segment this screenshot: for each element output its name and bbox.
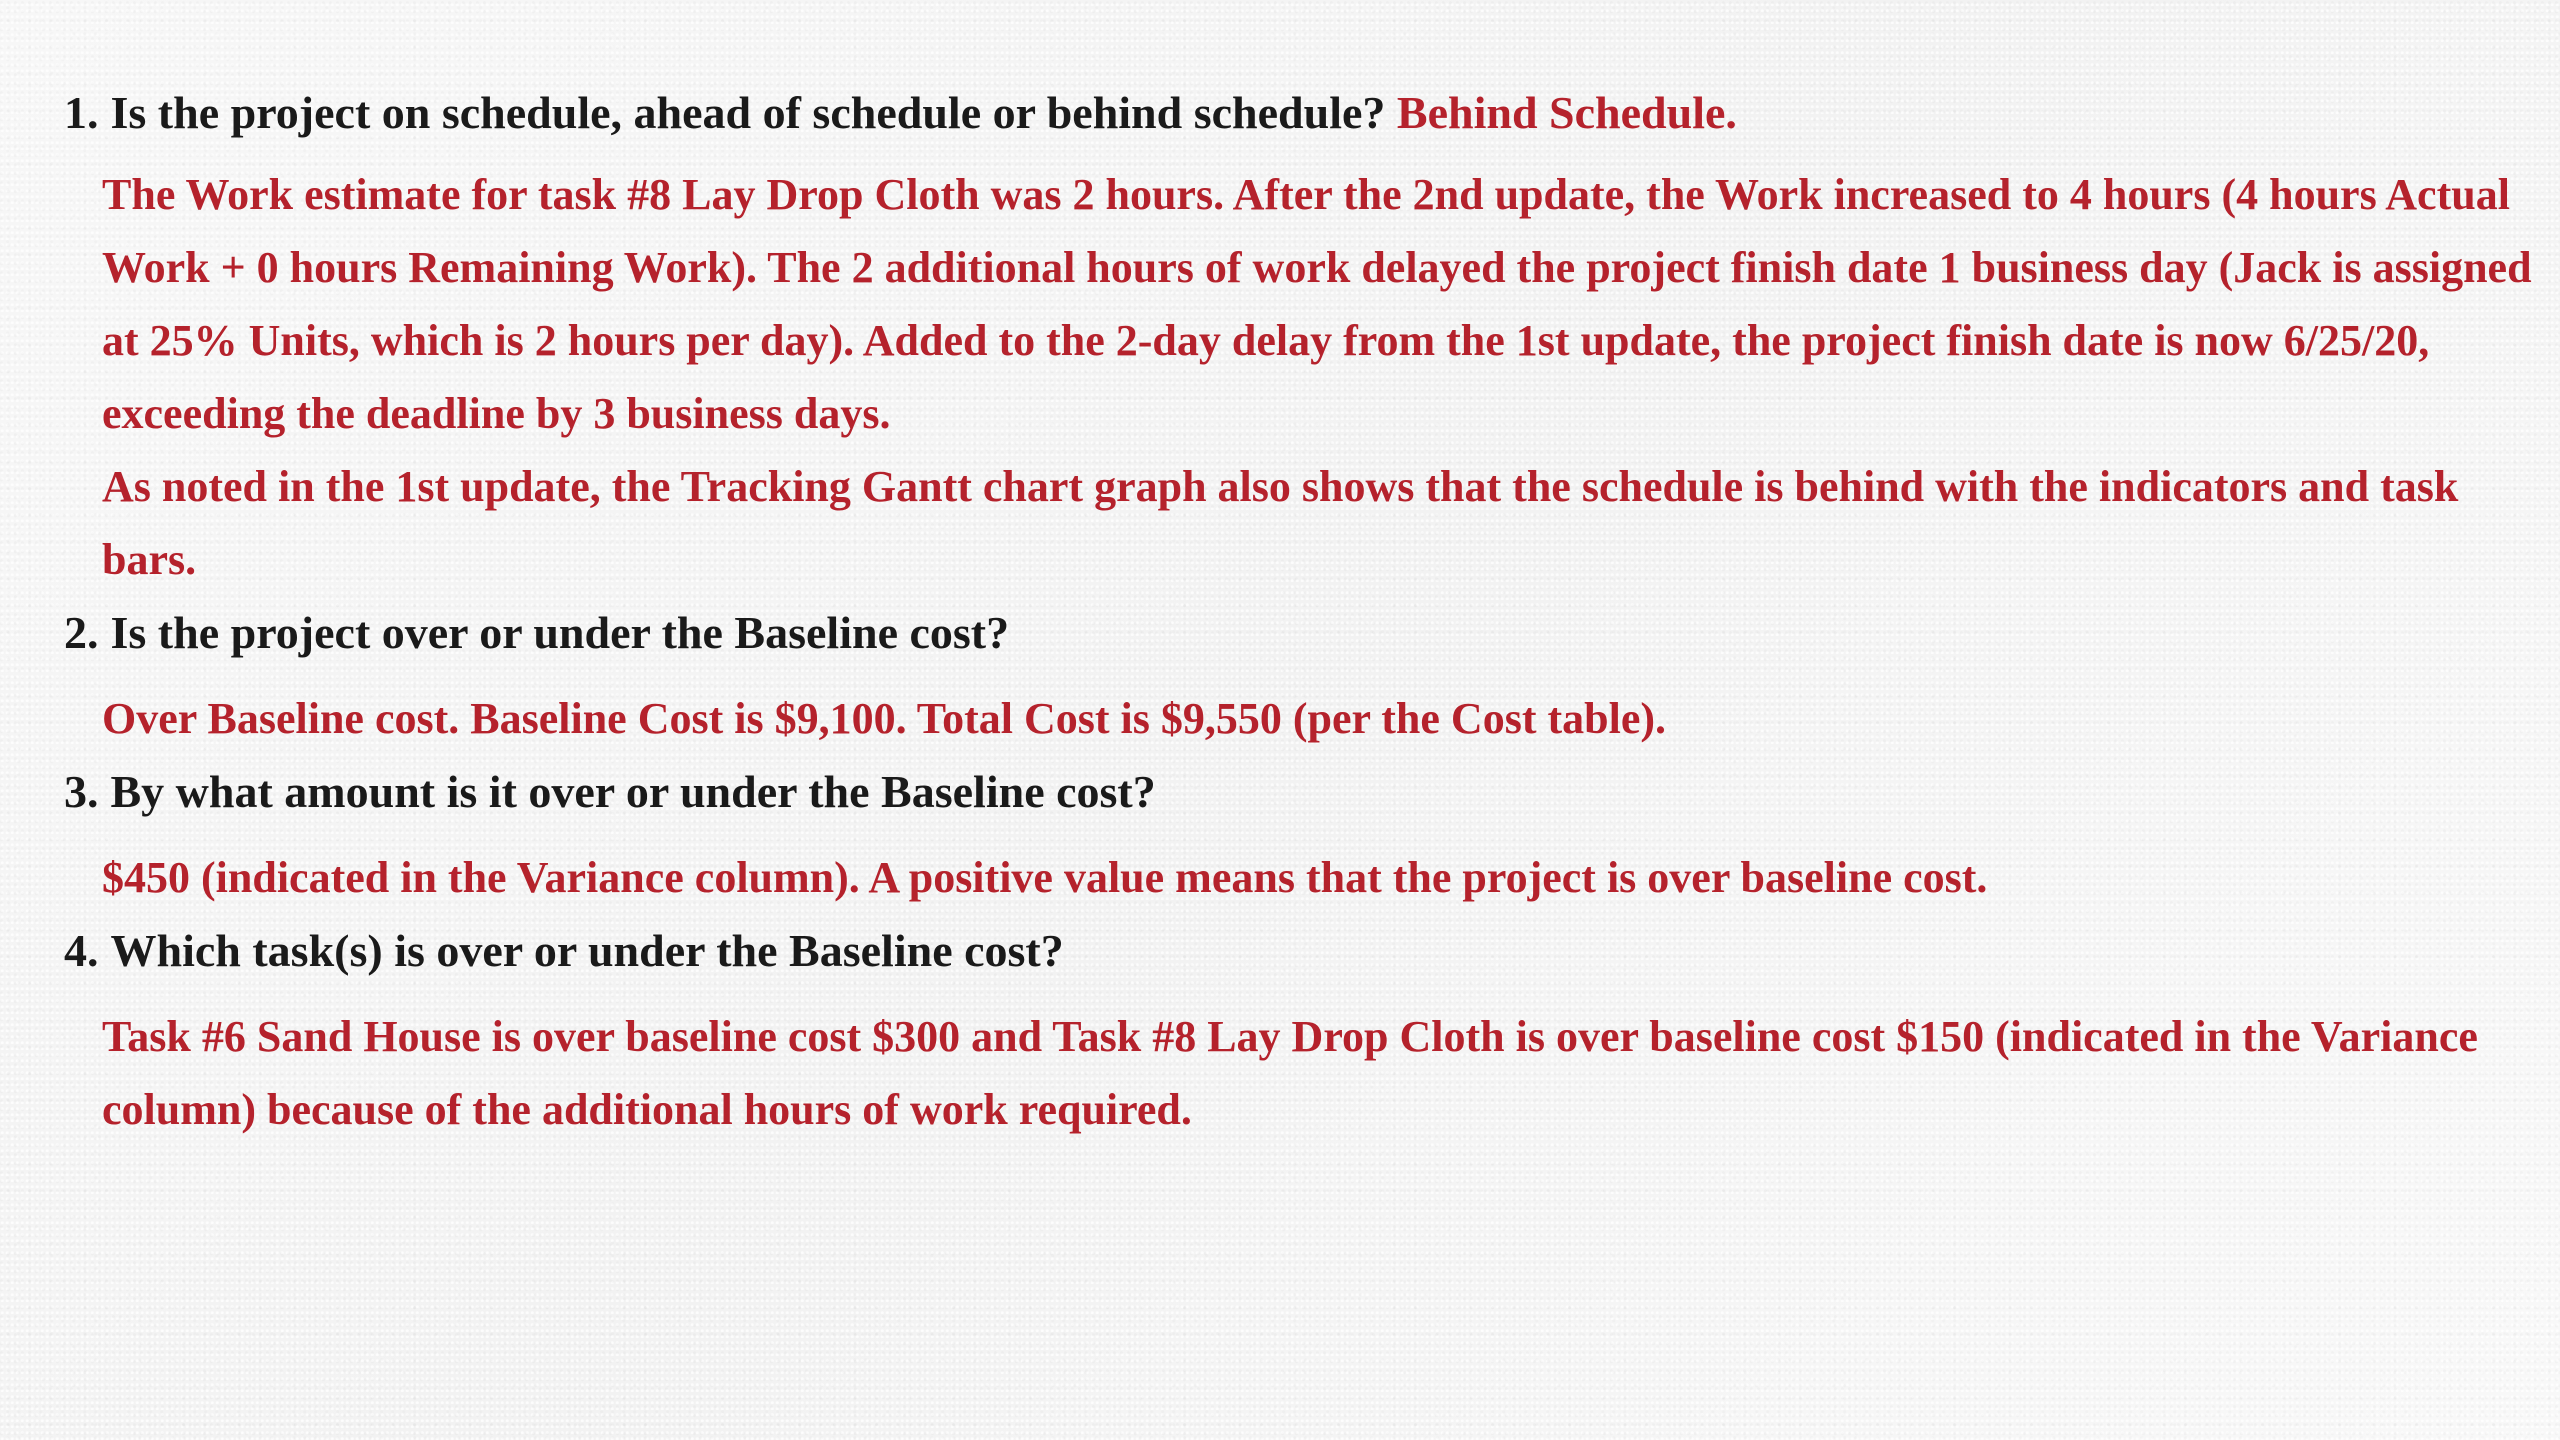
question-text: Is the project over or under the Baseline cost? [110, 607, 1010, 658]
inline-answer: Behind Schedule. [1396, 87, 1737, 138]
answer-2: Over Baseline cost. Baseline Cost is $9,100. Total Cost is $9,550 (per the Cost table). [102, 694, 1666, 743]
answer-1-paragraph-2: As noted in the 1st update, the Tracking Gantt chart graph also shows that the schedule is behind with the indicators and task bars. [102, 462, 2459, 584]
question-number: 4. [64, 925, 99, 976]
qa-content [64, 76, 2532, 1146]
answer-3: $450 (indicated in the Variance column). A positive value means that the project is over baseline cost. [102, 853, 1988, 902]
question-2 [64, 596, 2504, 670]
question-text: Is the project on schedule, ahead of schedule or behind schedule? [110, 87, 1386, 138]
question-3 [64, 755, 2504, 829]
question-text: By what amount is it over or under the Baseline cost? [110, 766, 1156, 817]
question-number: 1. [64, 87, 99, 138]
answer-1-paragraph-1: The Work estimate for task #8 Lay Drop Cloth was 2 hours. After the 2nd update, the Work increased to 4 hours (4 hours Actual Work + 0 hours Remaining Work). The 2 additional hours of work delayed the project finish date 1 business day (Jack is assigned at 25% Units, which is 2 hours per day). Added to the 2-day delay from the 1st update, the project finish date is now 6/25/20, exceeding the deadline by 3 business days. [102, 170, 2532, 438]
question-number: 3. [64, 766, 99, 817]
question-4 [64, 914, 2504, 988]
answer-4: Task #6 Sand House is over baseline cost $300 and Task #8 Lay Drop Cloth is over baseline cost $150 (indicated in the Variance column) because of the additional hours of work required. [102, 1012, 2478, 1134]
question-text: Which task(s) is over or under the Baseline cost? [110, 925, 1064, 976]
question-number: 2. [64, 607, 99, 658]
question-1 [64, 76, 2504, 150]
